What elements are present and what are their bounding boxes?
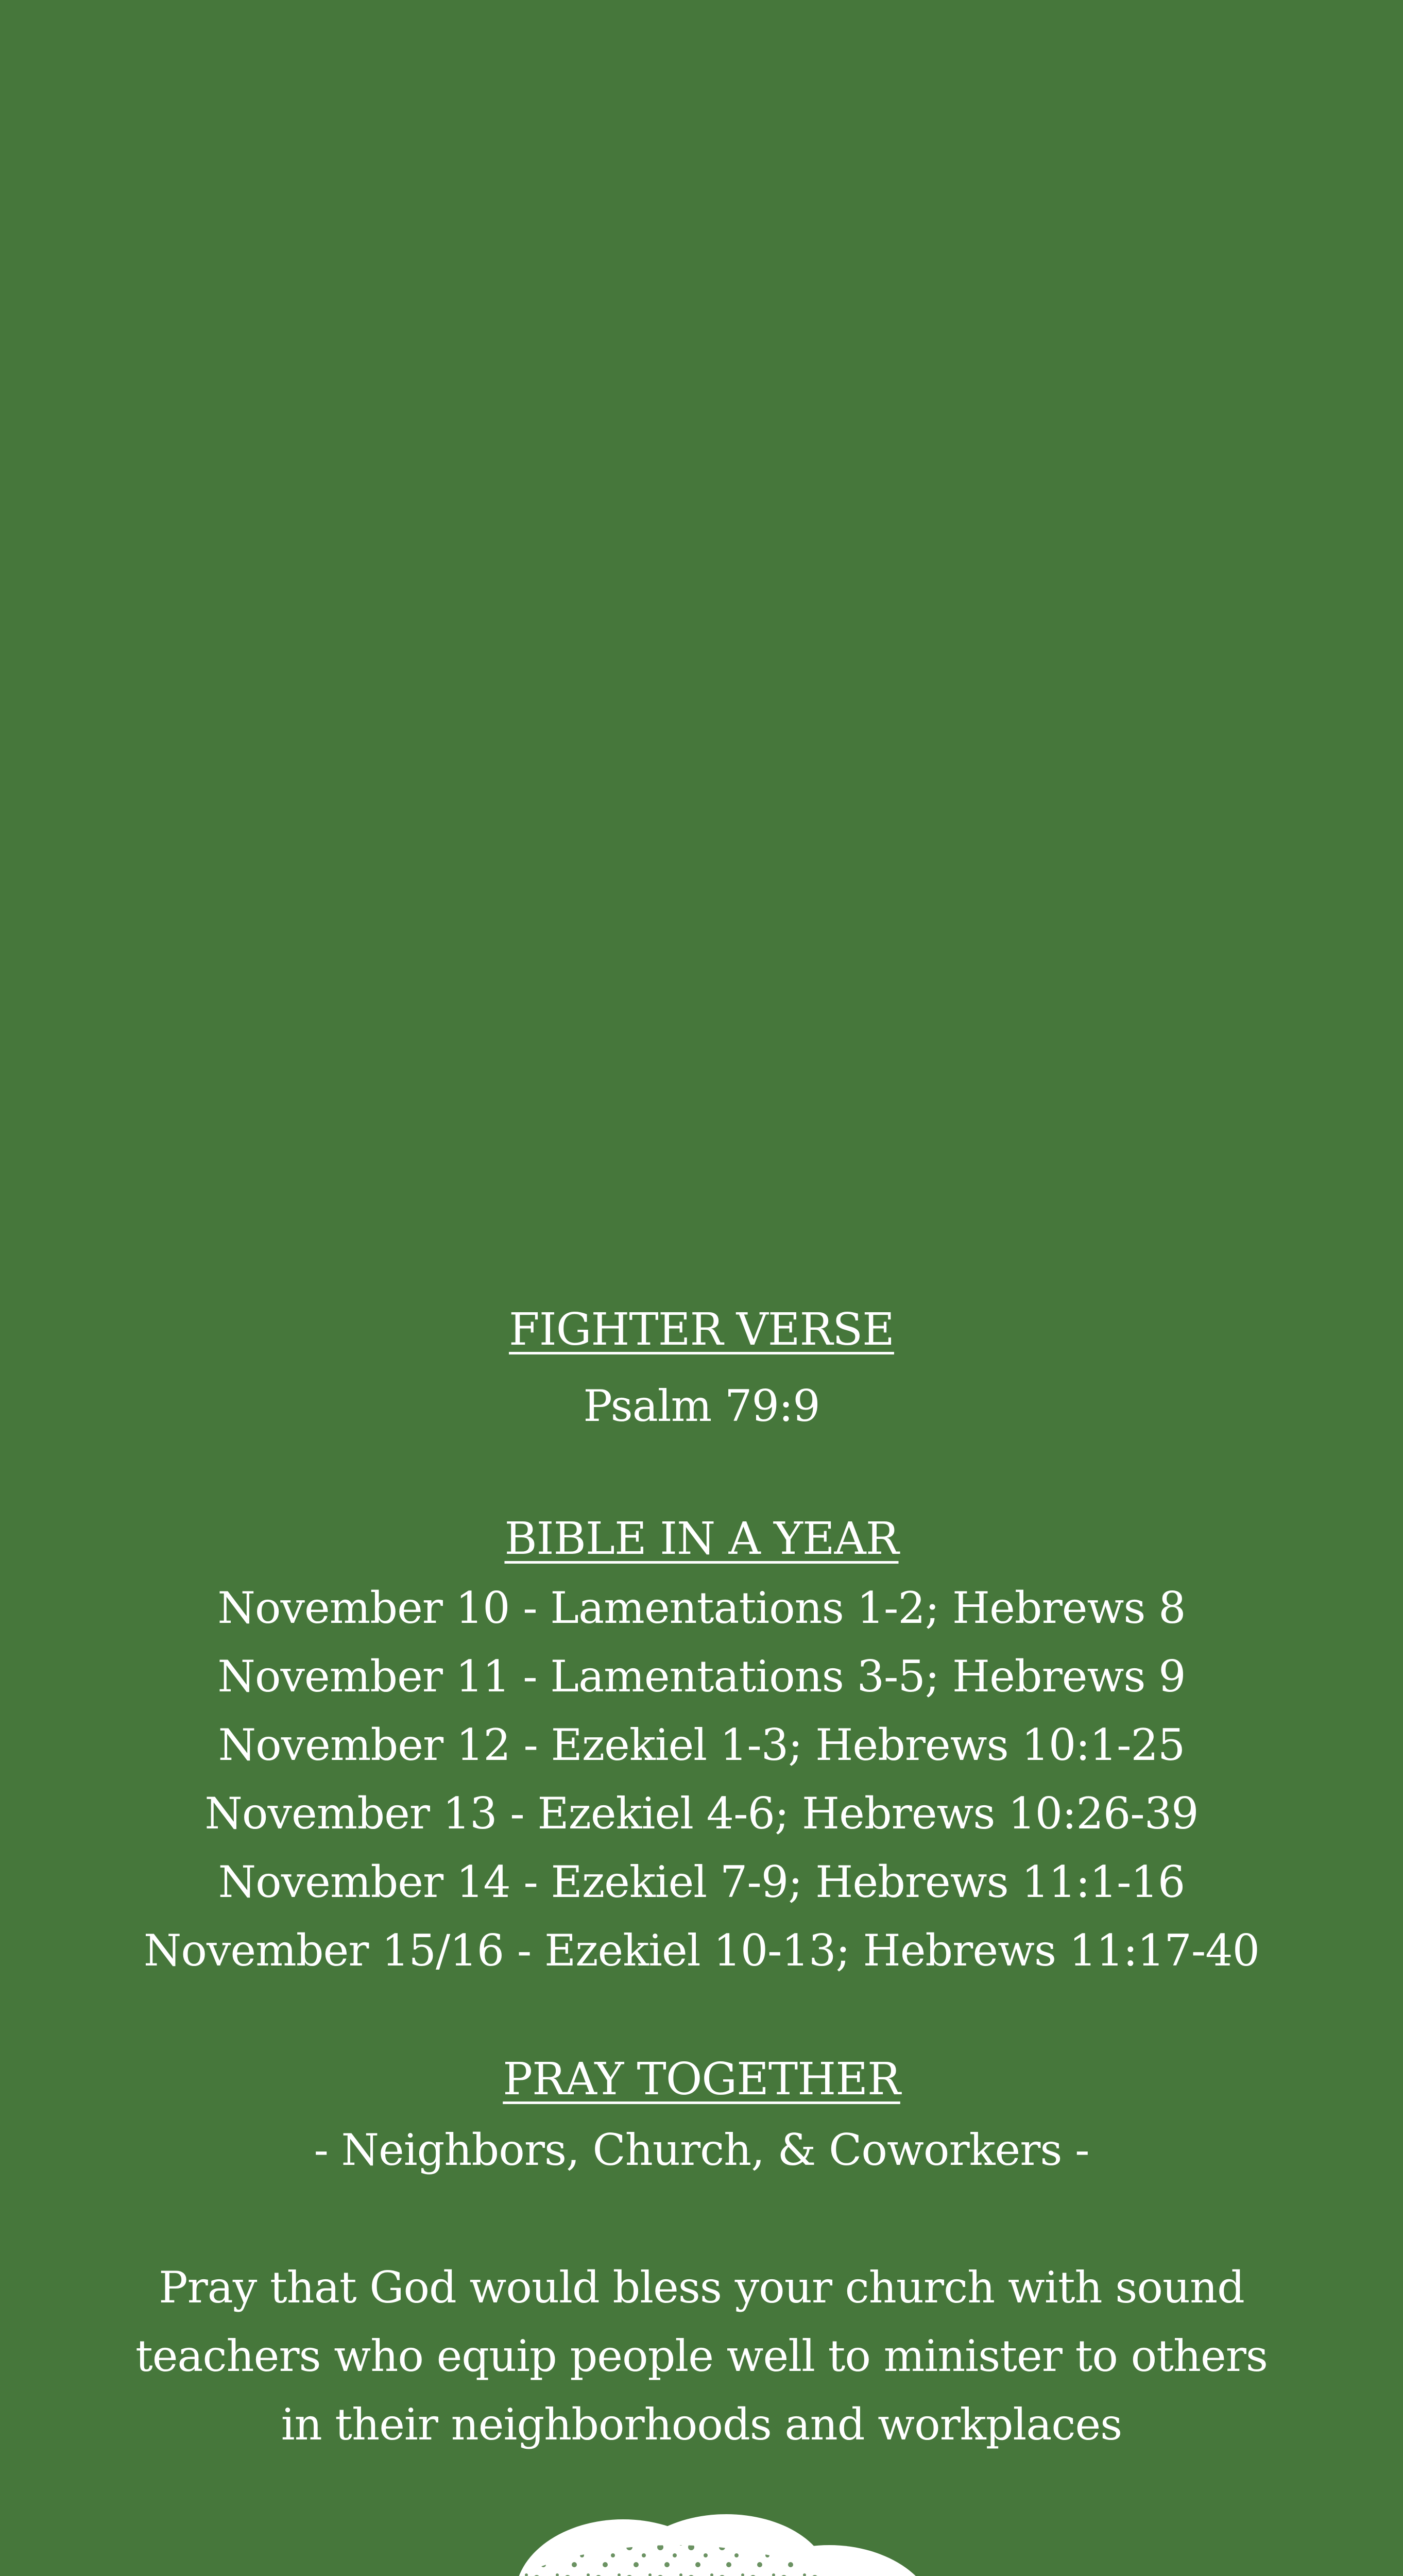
reading-item: November 11 - Lamentations 3-5; Hebrews 9 (217, 1651, 1186, 1702)
bible-in-a-year-section (0, 1513, 1403, 1985)
reading-item: November 14 - Ezekiel 7-9; Hebrews 11:1-16 (218, 1857, 1185, 1908)
oak-tree-icon (407, 2509, 999, 2576)
prayer-line: Pray that God would bless your church with sound (159, 2262, 1244, 2313)
reading-item: November 10 - Lamentations 1-2; Hebrews 8 (217, 1583, 1186, 1634)
reading-item: November 13 - Ezekiel 4-6; Hebrews 10:26-39 (204, 1788, 1199, 1839)
spacer (0, 2184, 1403, 2253)
prayer-text (0, 2253, 1403, 2459)
reading-list (0, 1574, 1403, 1985)
reading-item: November 12 - Ezekiel 1-3; Hebrews 10:1-25 (218, 1720, 1185, 1771)
prayer-line: in their neighborhoods and workplaces (281, 2399, 1122, 2450)
devotional-content (0, 1303, 1403, 2459)
pray-together-subheading: - Neighbors, Church, & Coworkers - (314, 2124, 1089, 2175)
fighter-verse-section (0, 1303, 1403, 1440)
prayer-line: teachers who equip people well to minister to others (135, 2330, 1268, 2381)
fighter-verse-reference: Psalm 79:9 (583, 1381, 820, 1432)
pray-together-section (0, 2053, 1403, 2459)
reading-item: November 15/16 - Ezekiel 10-13; Hebrews 11:17-40 (143, 1925, 1260, 1976)
spacer (0, 1985, 1403, 2053)
spacer (0, 1440, 1403, 1513)
fighter-verse-heading: FIGHTER VERSE (509, 1304, 894, 1355)
bible-in-a-year-heading: BIBLE IN A YEAR (504, 1513, 899, 1565)
pray-together-heading: PRAY TOGETHER (503, 2054, 900, 2106)
